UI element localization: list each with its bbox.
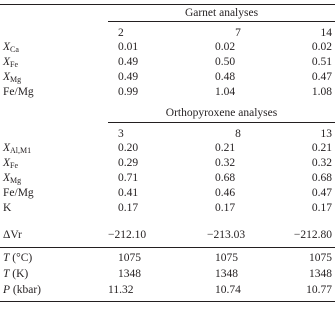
value-1: 0.71: [118, 172, 139, 184]
row-label: T (°C): [3, 252, 33, 264]
row-label: $X_{Ca}$: [3, 41, 19, 54]
value-1: 0.17: [118, 202, 139, 214]
value-3: 0.47: [311, 187, 332, 199]
opx-heading: Orthopyroxene analyses: [165, 107, 278, 119]
garnet-col-1: 2: [118, 27, 124, 39]
row-label: $X_{Al,M1}$: [3, 142, 32, 155]
value-3: 0.02: [311, 41, 332, 53]
value-2: 0.48: [215, 71, 236, 83]
value-1: 1348: [118, 268, 141, 280]
value-2: 1075: [215, 252, 238, 264]
opx-row-xal: [0, 141, 335, 155]
value-2: −213.03: [207, 229, 246, 241]
value-3: 0.68: [311, 172, 332, 184]
value-1: −212.10: [108, 229, 147, 241]
garnet-heading: Garnet analyses: [184, 7, 259, 19]
value-1: 0.20: [118, 142, 139, 154]
garnet-column-header-row: [0, 26, 335, 40]
value-2: 0.46: [215, 187, 236, 199]
value-3: 0.32: [311, 157, 332, 169]
garnet-col-3: 14: [320, 27, 332, 39]
value-2: 0.17: [215, 202, 236, 214]
garnet-col-2: 7: [235, 27, 241, 39]
results-row-tc: [0, 251, 335, 265]
row-label: T (K): [3, 268, 29, 280]
bottom-rule: [0, 301, 335, 302]
opx-column-header-row: [0, 127, 335, 141]
opx-row-k: [0, 201, 335, 215]
row-label: $X_{Fe}$: [3, 56, 19, 69]
row-label: P (kbar): [3, 284, 41, 296]
value-1: 0.49: [118, 71, 139, 83]
opx-row-xmg: [0, 171, 335, 185]
opx-col-3: 13: [320, 128, 332, 140]
value-1: 11.32: [108, 284, 134, 296]
row-label: K: [3, 202, 12, 214]
opx-col-1: 3: [118, 128, 124, 140]
row-label: Fe/Mg: [3, 187, 34, 199]
value-2: 1.04: [215, 86, 236, 98]
value-3: 1075: [309, 252, 332, 264]
opx-rule: [108, 122, 335, 123]
value-3: 0.51: [311, 56, 332, 68]
value-1: 0.29: [118, 157, 139, 169]
row-label: $X_{Fe}$: [3, 157, 19, 170]
dvr-row: [0, 228, 335, 242]
garnet-rule: [108, 21, 335, 22]
value-3: −212.80: [293, 229, 332, 241]
value-3: 0.47: [311, 71, 332, 83]
garnet-row-xfe: [0, 55, 335, 69]
garnet-row-xca: [0, 40, 335, 54]
row-label: $X_{Mg}$: [3, 71, 22, 84]
opx-heading-row: [0, 106, 335, 120]
row-label: Fe/Mg: [3, 86, 34, 98]
opx-col-2: 8: [235, 128, 241, 140]
garnet-row-xmg: [0, 70, 335, 84]
garnet-row-femg: [0, 85, 335, 99]
top-rule: [0, 4, 335, 5]
value-3: 0.17: [311, 202, 332, 214]
value-1: 1075: [118, 252, 141, 264]
results-row-p: [0, 283, 335, 297]
value-2: 0.21: [215, 142, 236, 154]
results-rule: [0, 247, 335, 248]
value-2: 0.68: [215, 172, 236, 184]
value-3: 1.08: [311, 86, 332, 98]
value-3: 0.21: [311, 142, 332, 154]
value-2: 10.74: [215, 284, 241, 296]
opx-row-xfe: [0, 156, 335, 170]
value-2: 0.02: [215, 41, 236, 53]
value-2: 1348: [215, 268, 238, 280]
value-1: 0.41: [118, 187, 139, 199]
value-1: 0.49: [118, 56, 139, 68]
value-3: 1348: [309, 268, 332, 280]
value-1: 0.01: [118, 41, 139, 53]
value-1: 0.99: [118, 86, 139, 98]
value-3: 10.77: [306, 284, 332, 296]
value-2: 0.50: [215, 56, 236, 68]
value-2: 0.32: [215, 157, 236, 169]
results-row-tk: [0, 267, 335, 281]
row-label: ΔVr: [3, 229, 22, 241]
garnet-heading-row: [0, 6, 335, 20]
row-label: $X_{Mg}$: [3, 172, 22, 185]
opx-row-femg: [0, 186, 335, 200]
